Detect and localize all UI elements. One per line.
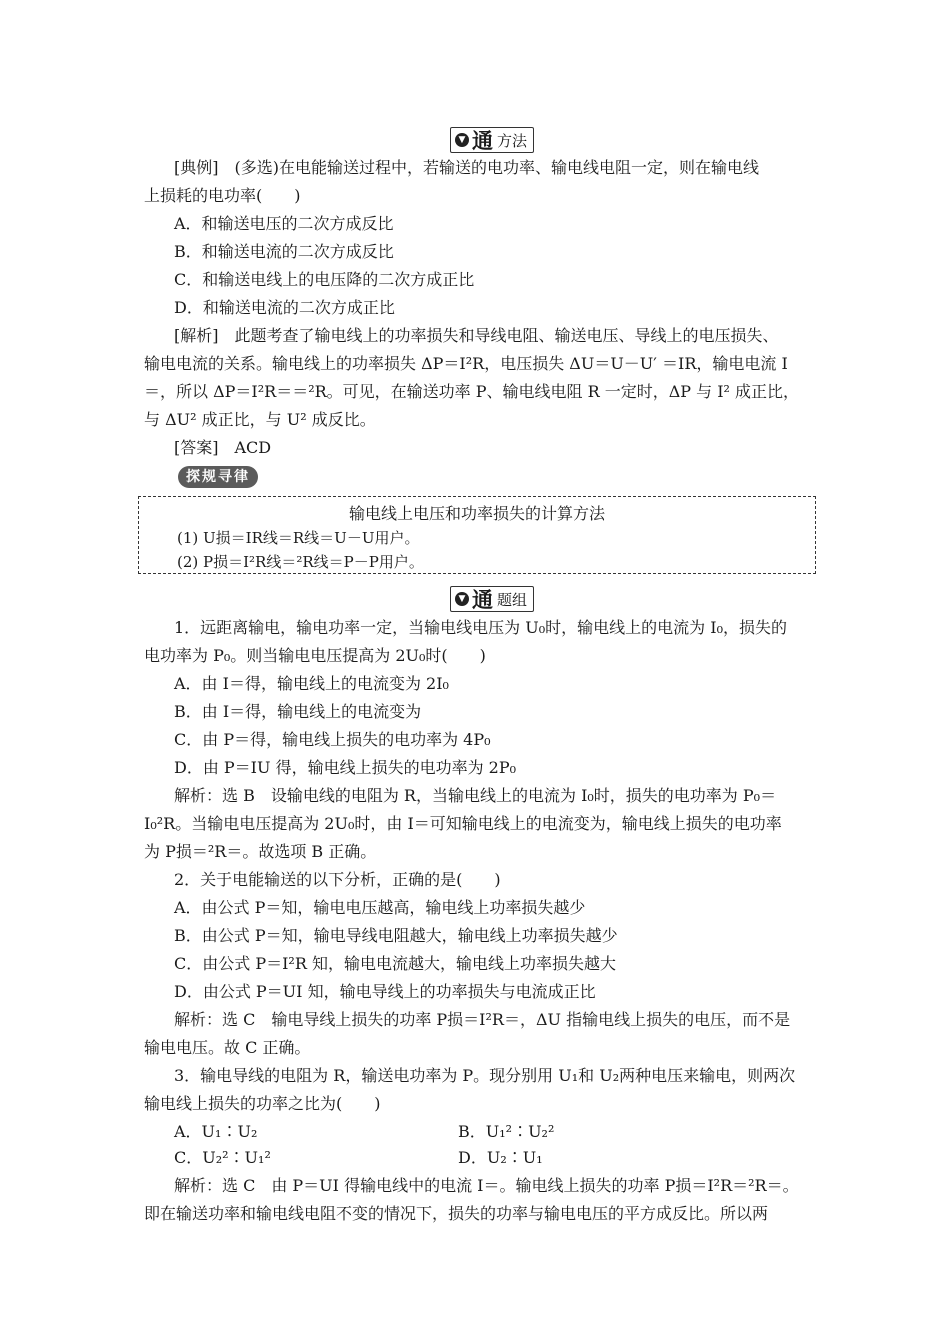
q1-analysis-1: 解析：选 B 设输电线的电阻为 R，当输电线上的电流为 I₀时，损失的电功率为 P₀＝ bbox=[174, 786, 777, 805]
example-stem-1: [典例] (多选)在电能输送过程中，若输送的电功率、输电线电阻一定，则在输电线 bbox=[174, 158, 759, 177]
q3-stem-1: 3．输电导线的电阻为 R，输送电功率为 P。现分别用 U₁和 U₂两种电压来输电，则两次 bbox=[174, 1066, 796, 1085]
q1-option-d: D．由 P＝IU 得，输电线上损失的电功率为 2P₀ bbox=[174, 758, 517, 777]
rule-pill: 探规寻律 bbox=[178, 466, 258, 488]
rule-box-title: 输电线上电压和功率损失的计算方法 bbox=[348, 504, 605, 523]
example-stem-2: 上损耗的电功率( ) bbox=[144, 186, 301, 205]
q1-option-c: C．由 P＝得，输电线上损失的电功率为 4P₀ bbox=[174, 730, 491, 749]
q3-analysis-1: 解析：选 C 由 P＝UI 得输电线中的电流 I＝。输电线上损失的功率 P损＝I²R＝²R＝。 bbox=[174, 1176, 799, 1195]
q2-option-d: D．由公式 P＝UI 知，输电导线上的功率损失与电流成正比 bbox=[174, 982, 596, 1001]
q3-option-c: C．U₂²∶U₁² bbox=[174, 1148, 271, 1167]
q1-analysis-3: 为 P损＝²R＝。故选项 B 正确。 bbox=[144, 842, 377, 861]
badge-label: 题组 bbox=[497, 590, 528, 609]
q1-analysis-2: I₀²R。当输电电压提高为 2U₀时，由 I＝可知输电线上的电流变为，输电线上损失的电功率 bbox=[144, 814, 782, 833]
example-option-b: B．和输送电流的二次方成反比 bbox=[174, 242, 394, 261]
q2-analysis-2: 输电电压。故 C 正确。 bbox=[144, 1038, 311, 1057]
badge-big-char: 通 bbox=[472, 128, 493, 153]
q3-option-b: B．U₁²∶U₂² bbox=[458, 1122, 555, 1141]
example-analysis-3: ＝，所以 ΔP＝I²R＝＝²R。可见，在输送功率 P、输电线电阻 R 一定时，ΔP 与 I² 成正比， bbox=[144, 382, 800, 401]
triangle-icon: ▼ bbox=[455, 133, 469, 147]
q1-option-a: A．由 I＝得，输电线上的电流变为 2I₀ bbox=[174, 674, 449, 693]
q3-option-d: D．U₂∶U₁ bbox=[458, 1148, 543, 1167]
q2-option-c: C．由公式 P＝I²R 知，输电电流越大，输电线上功率损失越大 bbox=[174, 954, 616, 973]
q1-stem-1: 1．远距离输电，输电功率一定，当输电线电压为 U₀时，输电线上的电流为 I₀，损失的 bbox=[174, 618, 787, 637]
example-analysis-4: 与 ΔU² 成正比，与 U² 成反比。 bbox=[144, 410, 376, 429]
q2-option-b: B．由公式 P＝知，输电导线电阻越大，输电线上功率损失越少 bbox=[174, 926, 618, 945]
q1-option-b: B．由 I＝得，输电线上的电流变为 bbox=[174, 702, 422, 721]
badge-big-char: 通 bbox=[472, 587, 493, 612]
example-analysis-2: 输电电流的关系。输电线上的功率损失 ΔP＝I²R，电压损失 ΔU＝U－U′ ＝IR，输电电流 I bbox=[144, 354, 788, 373]
rule-box-line-2: (2) P损＝I²R线＝²R线＝P－P用户。 bbox=[177, 553, 424, 571]
example-answer: [答案] ACD bbox=[174, 438, 272, 457]
q3-stem-2: 输电线上损失的功率之比为( ) bbox=[144, 1094, 381, 1113]
triangle-icon: ▼ bbox=[455, 592, 469, 606]
q2-option-a: A．由公式 P＝知，输电电压越高，输电线上功率损失越少 bbox=[174, 898, 586, 917]
badge-label: 方法 bbox=[497, 131, 528, 150]
rule-box-line-1: (1) U损＝IR线＝R线＝U－U用户。 bbox=[177, 529, 420, 547]
section-badge-method bbox=[450, 127, 534, 153]
section-badge-problems bbox=[450, 586, 534, 612]
q3-option-a: A．U₁∶U₂ bbox=[174, 1122, 258, 1141]
rule-box bbox=[138, 496, 816, 574]
q1-stem-2: 电功率为 P₀。则当输电电压提高为 2U₀时( ) bbox=[144, 646, 486, 665]
q3-analysis-2: 即在输送功率和输电线电阻不变的情况下，损失的功率与输电电压的平方成反比。所以两 bbox=[144, 1204, 769, 1223]
example-option-d: D．和输送电流的二次方成正比 bbox=[174, 298, 395, 317]
example-analysis-1: [解析] 此题考查了输电线上的功率损失和导线电阻、输送电压、导线上的电压损失、 bbox=[174, 326, 779, 345]
q2-stem: 2．关于电能输送的以下分析，正确的是( ) bbox=[174, 870, 501, 889]
example-option-c: C．和输送电线上的电压降的二次方成正比 bbox=[174, 270, 475, 289]
q2-analysis-1: 解析：选 C 输电导线上损失的功率 P损＝I²R＝，ΔU 指输电线上损失的电压，而不是 bbox=[174, 1010, 791, 1029]
example-option-a: A．和输送电压的二次方成反比 bbox=[174, 214, 394, 233]
